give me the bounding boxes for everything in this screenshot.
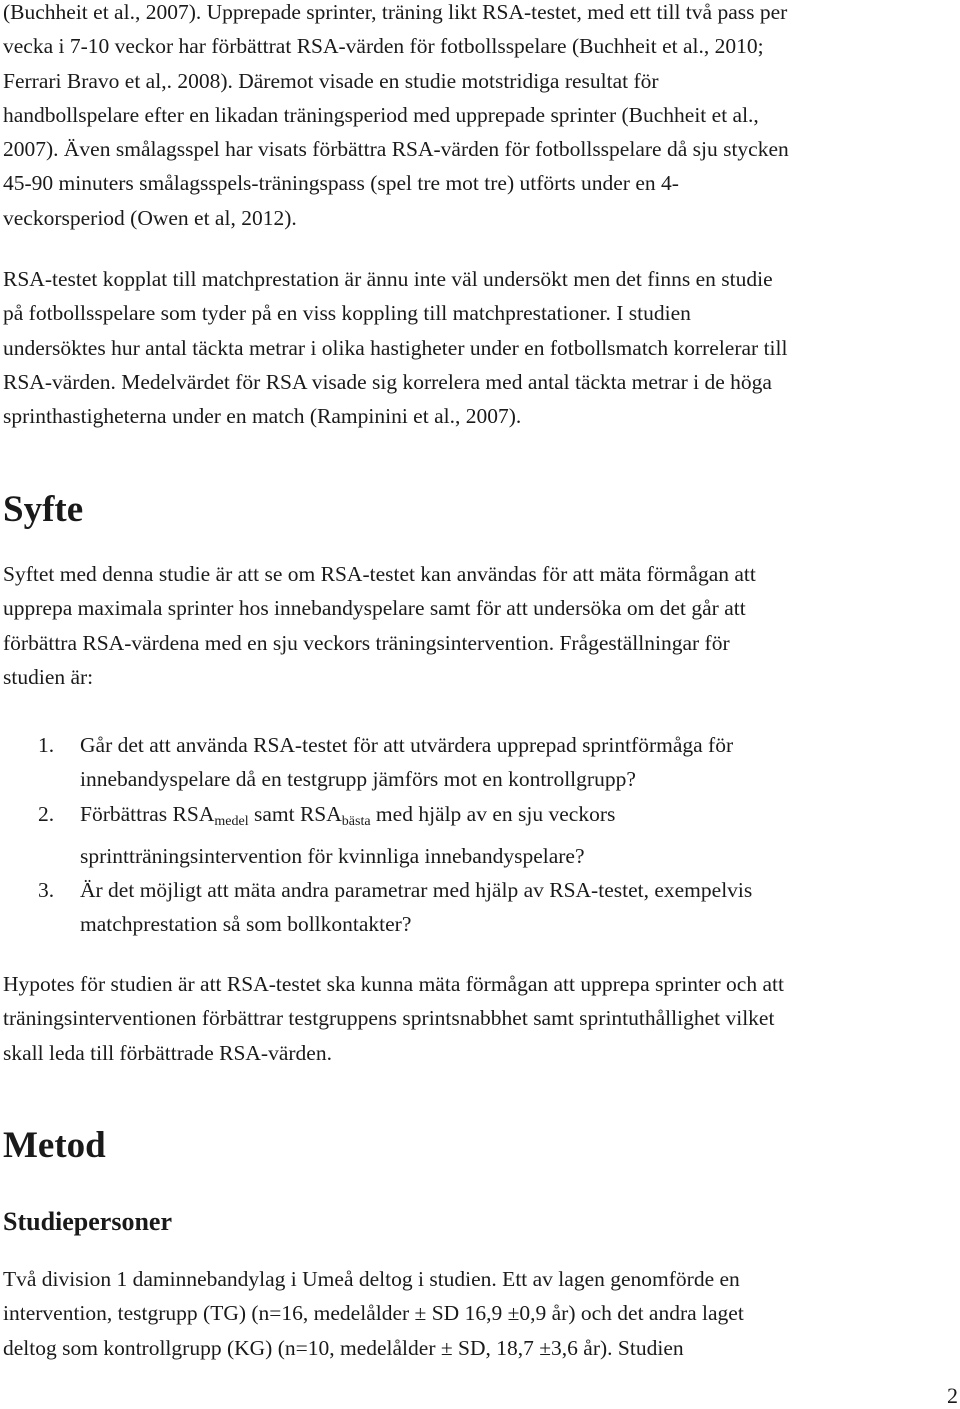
text-segment: med hjälp av en sju veckors sprintträningsintervention för kvinnliga innebandyspelare?: [80, 801, 616, 868]
text-segment: samt RSA: [248, 801, 342, 826]
research-questions-list: [0, 728, 940, 942]
subscript-medel: medel: [214, 813, 249, 829]
page-number: 2: [947, 1383, 958, 1408]
list-item-text: [80, 797, 940, 874]
list-item-text: Är det möjligt att mäta andra parametrar med hjälp av RSA-testet, exempelvis matchprestation så som bollkontakter?: [80, 878, 753, 937]
subscript-basta: bästa: [341, 813, 371, 829]
list-item-text: Går det att använda RSA-testet för att utvärdera upprepad sprintförmåga för innebandyspelare då en testgrupp jämförs mot en kontrollgrupp?: [80, 733, 734, 792]
intro-paragraph: (Buchheit et al., 2007). Upprepade sprinter, träning likt RSA-testet, med ett till två pass per vecka i 7-10 veckor har förbättrat RSA-värden för fotbollsspelare (Buchheit et al., 2010; Ferrari Bravo et al,. 2008). Däremot visade en studie motstridiga resultat för handbollspelare efter en likadan träningsperiod med upprepade sprinter (Buchheit et al., 2007). Även smålagsspel har visats förbättra RSA-värden för fotbollsspelare då sju stycken 45-90 minuters smålagsspels-träningspass (spel tre mot tre) utförts under en 4- veckorsperiod (Owen et al, 2012).: [3, 0, 789, 230]
studiepersoner-paragraph: Två division 1 daminnebandylag i Umeå deltog i studien. Ett av lagen genomförde en intervention, testgrupp (TG) (n=16, medelålder ± SD 16,9 ±0,9 år) och det andra laget deltog som kontrollgrupp (KG) (n=10, medelålder ± SD, 18,7 ±3,6 år). Studien: [3, 1267, 744, 1360]
list-item: [0, 797, 940, 874]
metod-heading: Metod: [3, 1125, 106, 1166]
rsa-match-paragraph: RSA-testet kopplat till matchprestation är ännu inte väl undersökt men det finns en studie på fotbollsspelare som tyder på en viss koppling till matchprestationer. I studien undersöktes hur antal täckta metrar i olika hastigheter under en fotbollsmatch korrelerar till RSA-värden. Medelvärdet för RSA visade sig korrelera med antal täckta metrar i de höga sprinthastigheterna under en match (Rampinini et al., 2007).: [3, 267, 788, 429]
list-item: [0, 873, 940, 942]
list-item: [0, 728, 940, 797]
list-item-number: 1.: [38, 733, 55, 757]
text-segment: Förbättras RSA: [80, 801, 215, 826]
list-item-number: 3.: [38, 878, 55, 903]
studiepersoner-heading: Studiepersoner: [3, 1207, 172, 1236]
hypotes-paragraph: Hypotes för studien är att RSA-testet ska kunna mäta förmågan att upprepa sprinter och att träningsinterventionen förbättrar testgruppens sprintsnabbhet samt sprintuthållighet vilket skall leda till förbättrade RSA-värden.: [3, 972, 784, 1065]
syfte-paragraph: Syftet med denna studie är att se om RSA-testet kan användas för att mäta förmågan att upprepa maximala sprinter hos innebandyspelare samt för att undersöka om det går att förbättra RSA-värdena med en sju veckors träningsintervention. Frågeställningar för studien är:: [3, 562, 756, 689]
syfte-heading: Syfte: [3, 489, 84, 530]
list-item-number: 2.: [38, 801, 55, 826]
